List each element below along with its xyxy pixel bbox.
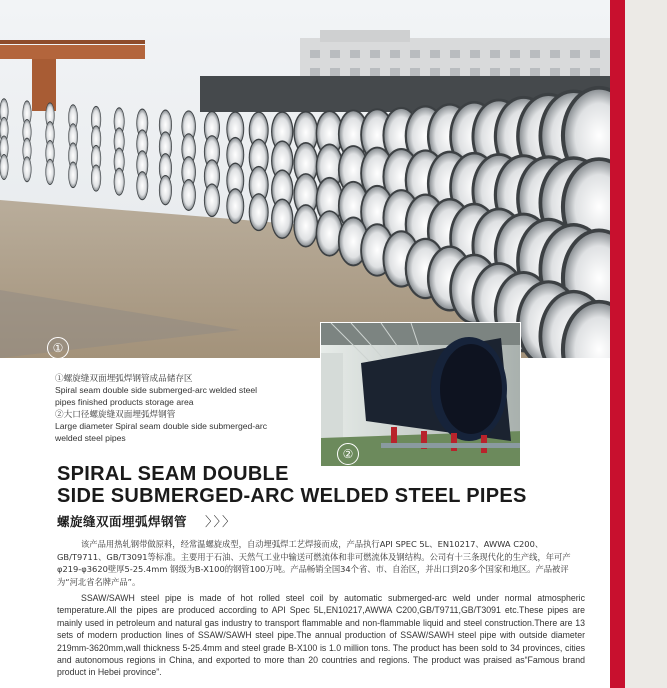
photo-number-badge-2: ② bbox=[337, 443, 359, 465]
heading-line-1: SPIRAL SEAM DOUBLE bbox=[57, 463, 289, 485]
pipes-storage-illustration bbox=[0, 0, 610, 358]
caption-2-en-line-b: welded steel pipes bbox=[55, 433, 126, 443]
chevron-right-icon: 〉〉〉 bbox=[205, 515, 238, 530]
caption-1-en-line-b: pipes finished products storage area bbox=[55, 397, 194, 407]
pipe-end-inner bbox=[250, 195, 268, 230]
pipe-end-inner bbox=[46, 160, 54, 184]
heading-subtitle-cn: 螺旋缝双面埋弧焊钢管 bbox=[57, 514, 188, 529]
pipe-end-inner bbox=[205, 185, 219, 216]
pipe-end-inner bbox=[69, 162, 78, 187]
caption-2-en-line-a: Large diameter Spiral seam double side submerged-arc bbox=[55, 421, 268, 431]
red-side-band bbox=[610, 0, 625, 688]
pipe-end-inner bbox=[295, 206, 317, 246]
pipe-end-inner bbox=[114, 169, 124, 195]
section-heading bbox=[57, 463, 617, 507]
pipe-end-inner bbox=[160, 176, 172, 204]
pipe-end-inner bbox=[23, 157, 31, 181]
pipe-end-inner bbox=[272, 200, 292, 238]
pipe-end-inner bbox=[92, 165, 101, 190]
pipe-end-inner bbox=[227, 189, 243, 222]
caption-2-cn: ②大口径螺旋缝双面埋弧焊钢管 bbox=[55, 409, 176, 419]
pipe-end-inner bbox=[317, 212, 342, 255]
right-margin-strip bbox=[625, 0, 667, 688]
photo-number-badge-1: ① bbox=[47, 337, 69, 358]
heading-line-2: SIDE SUBMERGED-ARC WELDED STEEL PIPES bbox=[57, 485, 527, 507]
caption-1-en-line-a: Spiral seam double side submerged-arc welded steel bbox=[55, 385, 258, 395]
pipe-end-inner bbox=[182, 180, 195, 210]
body-paragraph-en: SSAW/SAWH steel pipe is made of hot rolled steel coil by automatic submerged-arc weld under normal atmospheric temperature.All the pipes are produced according to API Spec 5L,EN10217,AWWA C200,GB/T9711,GB/T3091 etc.These pipes are mainly used in petroleum and natural gas industry to transport flammable and non-flammable liquid and steel construction.There are 13 sets of modern production lines of SSAW/SAWH steel pipe.The annual production of SSAW/SAWH steel pipe with outside diameter 219mm-3620mm,wall thickness 5-25.4mm and steel grade B-X100 is 1.0 million tons. The product has been sold to 34 provinces, cities and autonomous regions in China, and exported to more than 20 countries and regions. The product was praised as“Famous brand product in Hebei province”. bbox=[57, 593, 585, 678]
pipe-end-inner bbox=[0, 155, 8, 179]
photo-captions bbox=[55, 372, 317, 444]
caption-1-cn: ①螺旋缝双面埋弧焊钢管成品储存区 bbox=[55, 373, 193, 383]
pipes-storage-photo bbox=[0, 0, 610, 358]
pipe-end-inner bbox=[137, 172, 148, 199]
body-paragraph-cn: 该产品用热轧钢带做原料，经常温螺旋成型，自动埋弧焊工艺焊接而成，产品执行API SPEC 5L、EN10217、AWWA C200、GB/T9711、GB/T3091等标准。主要用于石油、天然气工业中输送可燃流体和非可燃流体及钢结构。公司有十三条现代化的生产线，年可产φ219-φ3620壁厚5-25.4mm 钢级为B-X100的钢管100万吨。产品畅销全国34个省、市、自治区，并出口到20多个国家和地区。产品被评为“河北省名牌产品”。 bbox=[57, 539, 571, 587]
